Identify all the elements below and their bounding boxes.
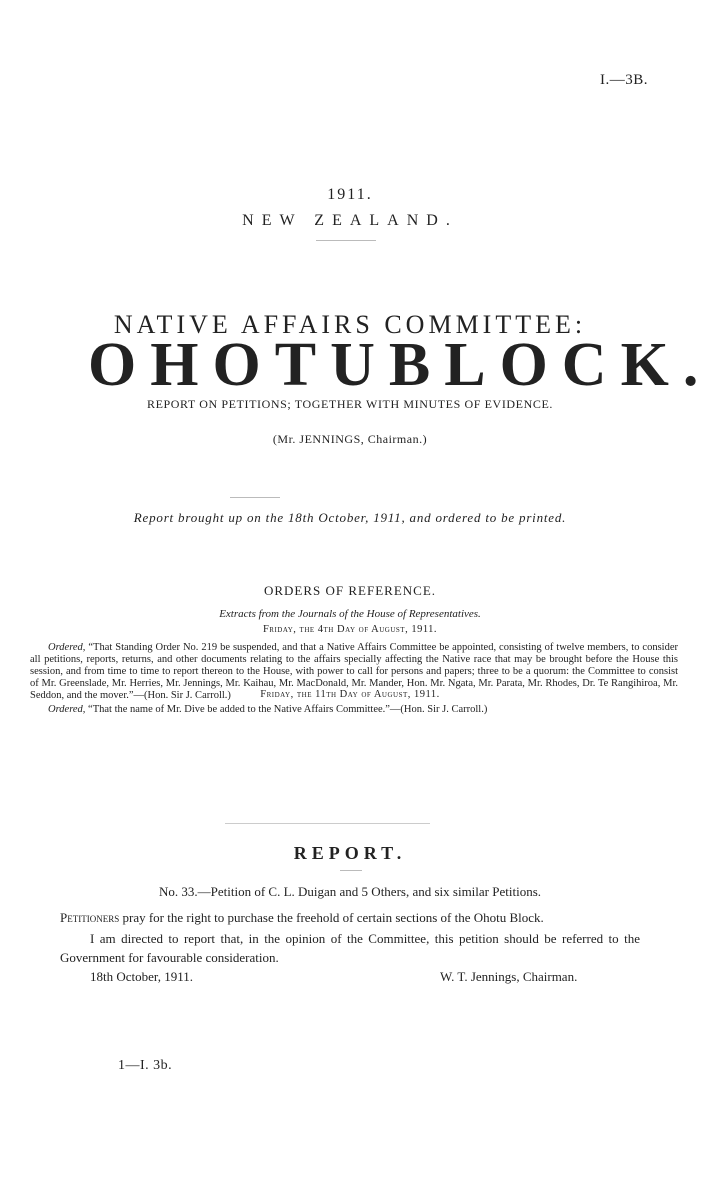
divider xyxy=(316,240,376,241)
subtitle: REPORT ON PETITIONS; TOGETHER WITH MINUTES OF EVIDENCE. xyxy=(146,397,554,411)
order-date-2: Friday, the 11th Day of August, 1911. xyxy=(260,689,440,700)
order-lead: Ordered, xyxy=(48,642,86,653)
order-date-1: Friday, the 4th Day of August, 1911. xyxy=(262,624,438,635)
order-2 xyxy=(30,704,678,716)
block-letter: H xyxy=(150,331,213,399)
order-text: “That Standing Order No. 219 be suspended, and that a Native Affairs Committee be appointed, consisting of twelve members, to consider all petitions, reports, returns, and other documents relating to the affairs specially affecting the Native race that may be brought before the House this session, and from time to time to report thereon to the House, with power to call for persons and papers; three to be a quorum: the Committee to consist of Mr. Greenslade, Mr. Herries, Mr. Jennings, Mr. Kaihau, Mr. MacDonald, Mr. Mander, Hon. Mr. Ngata, Mr. Parata, Mr. Rhodes, Dr. Te Rangihiroa, Mr. Seddon, and the mover.”—(Hon. Sir J. Carroll.) xyxy=(30,642,678,701)
footer-reference: 1—I. 3b. xyxy=(118,1058,173,1073)
orders-heading: ORDERS OF REFERENCE. xyxy=(263,583,437,598)
report-paragraph-1 xyxy=(60,908,670,927)
divider xyxy=(230,497,280,498)
country: NEW ZEALAND. xyxy=(242,212,458,229)
chairman-note: (Mr. JENNINGS, Chairman.) xyxy=(272,432,428,446)
block-letter: O xyxy=(88,331,151,399)
report-paragraph-2: I am directed to report that, in the opinion of the Committee, this petition should be referred to the Government for favourable consideration. xyxy=(60,931,640,965)
divider xyxy=(340,870,362,871)
block-letter: O xyxy=(212,331,275,399)
block-letter: T xyxy=(274,331,331,399)
petition-heading: No. 33.—Petition of C. L. Duigan and 5 Others, and six similar Petitions. xyxy=(158,884,542,899)
block-letter: K xyxy=(620,331,683,399)
block-letter: L xyxy=(444,331,500,399)
paragraph-text: pray for the right to purchase the freehold of certain sections of the Ohotu Block. xyxy=(122,910,544,925)
block-title xyxy=(88,330,712,401)
block-letter: U xyxy=(330,331,389,399)
petitioners-lead: Petitioners xyxy=(60,910,120,925)
block-letter: . xyxy=(682,331,712,399)
block-letter: C xyxy=(561,331,621,399)
committee-title: NATIVE AFFAIRS COMMITTEE: xyxy=(113,310,587,339)
order-text: “That the name of Mr. Dive be added to the Native Affairs Committee.”—(Hon. Sir J. Carroll.) xyxy=(88,704,488,715)
year: 1911. xyxy=(327,186,373,203)
order-lead: Ordered, xyxy=(48,704,86,715)
journal-extracts: Extracts from the Journals of the House of Representatives. xyxy=(219,608,481,620)
block-letter: B xyxy=(388,331,445,399)
signature: W. T. Jennings, Chairman. xyxy=(440,969,578,984)
report-date: 18th October, 1911. xyxy=(90,969,193,984)
document-reference: I.—3B. xyxy=(600,72,648,88)
brought-up-note: Report brought up on the 18th October, 1911, and ordered to be printed. xyxy=(133,510,567,525)
block-letter: O xyxy=(499,331,562,399)
divider xyxy=(225,823,430,824)
report-heading: REPORT. xyxy=(293,843,407,863)
